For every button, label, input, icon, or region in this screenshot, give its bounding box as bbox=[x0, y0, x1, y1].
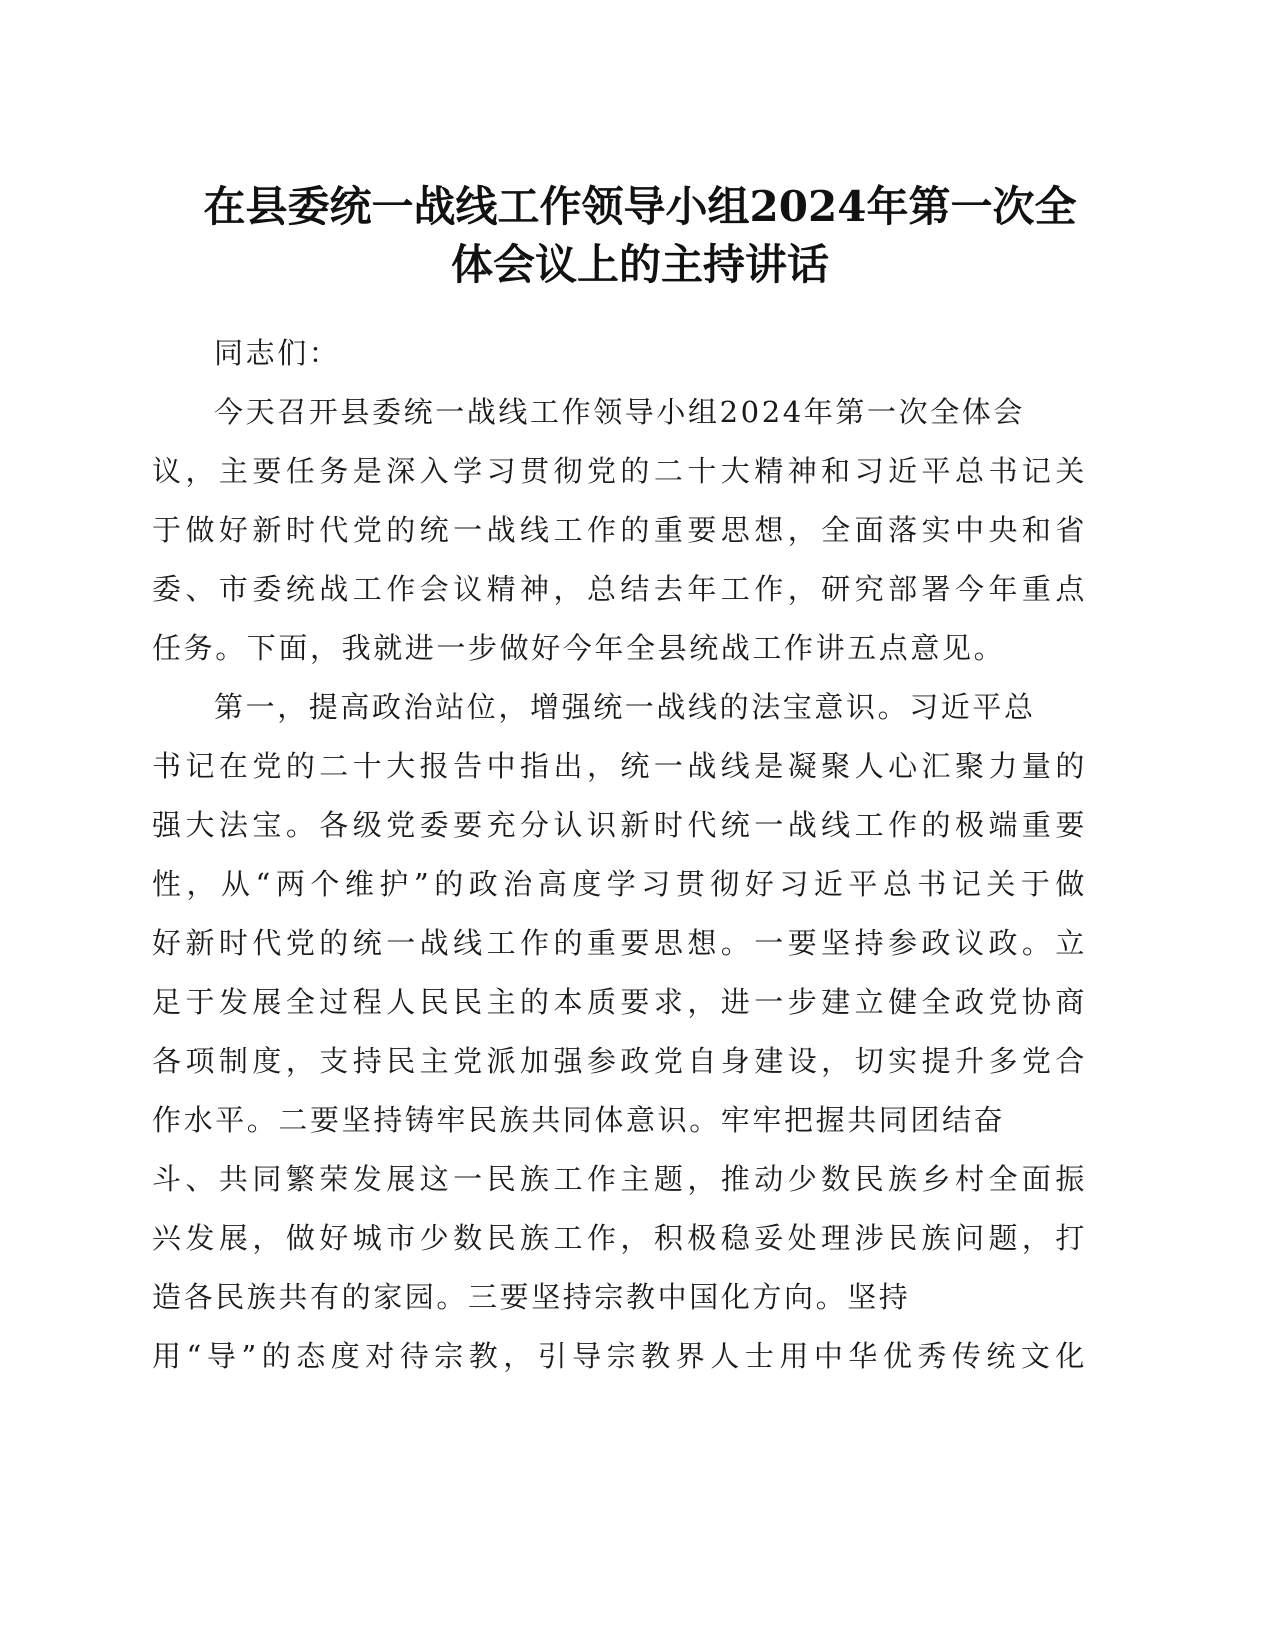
paragraph-line: 用“导”的态度对待宗教，引导宗教界人士用中华优秀传统文化 bbox=[152, 1339, 1087, 1373]
paragraph-line: 于做好新时代党的统一战线工作的重要思想，全面落实中央和省 bbox=[152, 513, 1087, 547]
paragraph-line: 各项制度，支持民主党派加强参政党自身建设，切实提升多党合 bbox=[152, 1044, 1087, 1078]
paragraph-line: 造各民族共有的家园。三要坚持宗教中国化方向。坚持 bbox=[152, 1280, 911, 1314]
document-body bbox=[152, 324, 1087, 1386]
paragraph-line: 任务。下面，我就进一步做好今年全县统战工作讲五点意见。 bbox=[152, 631, 1006, 665]
salutation: 同志们： bbox=[214, 336, 341, 370]
title-line-2: 体会议上的主持讲话 bbox=[450, 240, 829, 289]
paragraph-line: 委、市委统战工作会议精神，总结去年工作，研究部署今年重点 bbox=[152, 572, 1087, 606]
paragraph-line: 性，从“两个维护”的政治高度学习贯彻好习近平总书记关于做 bbox=[152, 867, 1087, 901]
paragraph-line: 强大法宝。各级党委要充分认识新时代统一战线工作的极端重要 bbox=[152, 808, 1087, 842]
paragraph-line: 斗、共同繁荣发展这一民族工作主题，推动少数民族乡村全面振 bbox=[152, 1162, 1087, 1196]
document-title bbox=[140, 178, 1140, 294]
paragraph-line: 书记在党的二十大报告中指出，统一战线是凝聚人心汇聚力量的 bbox=[152, 749, 1087, 783]
paragraph-line: 第一，提高政治站位，增强统一战线的法宝意识。习近平总 bbox=[214, 690, 1036, 724]
title-line-1: 在县委统一战线工作领导小组2024年第一次全 bbox=[203, 182, 1077, 231]
paragraph-line: 作水平。二要坚持铸牢民族共同体意识。牢牢把握共同团结奋 bbox=[152, 1103, 1006, 1137]
paragraph-line: 议，主要任务是深入学习贯彻党的二十大精神和习近平总书记关 bbox=[152, 454, 1087, 488]
paragraph-line: 足于发展全过程人民民主的本质要求，进一步建立健全政党协商 bbox=[152, 985, 1087, 1019]
paragraph-line: 今天召开县委统一战线工作领导小组2024年第一次全体会 bbox=[214, 395, 1026, 429]
paragraph-line: 兴发展，做好城市少数民族工作，积极稳妥处理涉民族问题，打 bbox=[152, 1221, 1087, 1255]
paragraph-line: 好新时代党的统一战线工作的重要思想。一要坚持参政议政。立 bbox=[152, 926, 1087, 960]
